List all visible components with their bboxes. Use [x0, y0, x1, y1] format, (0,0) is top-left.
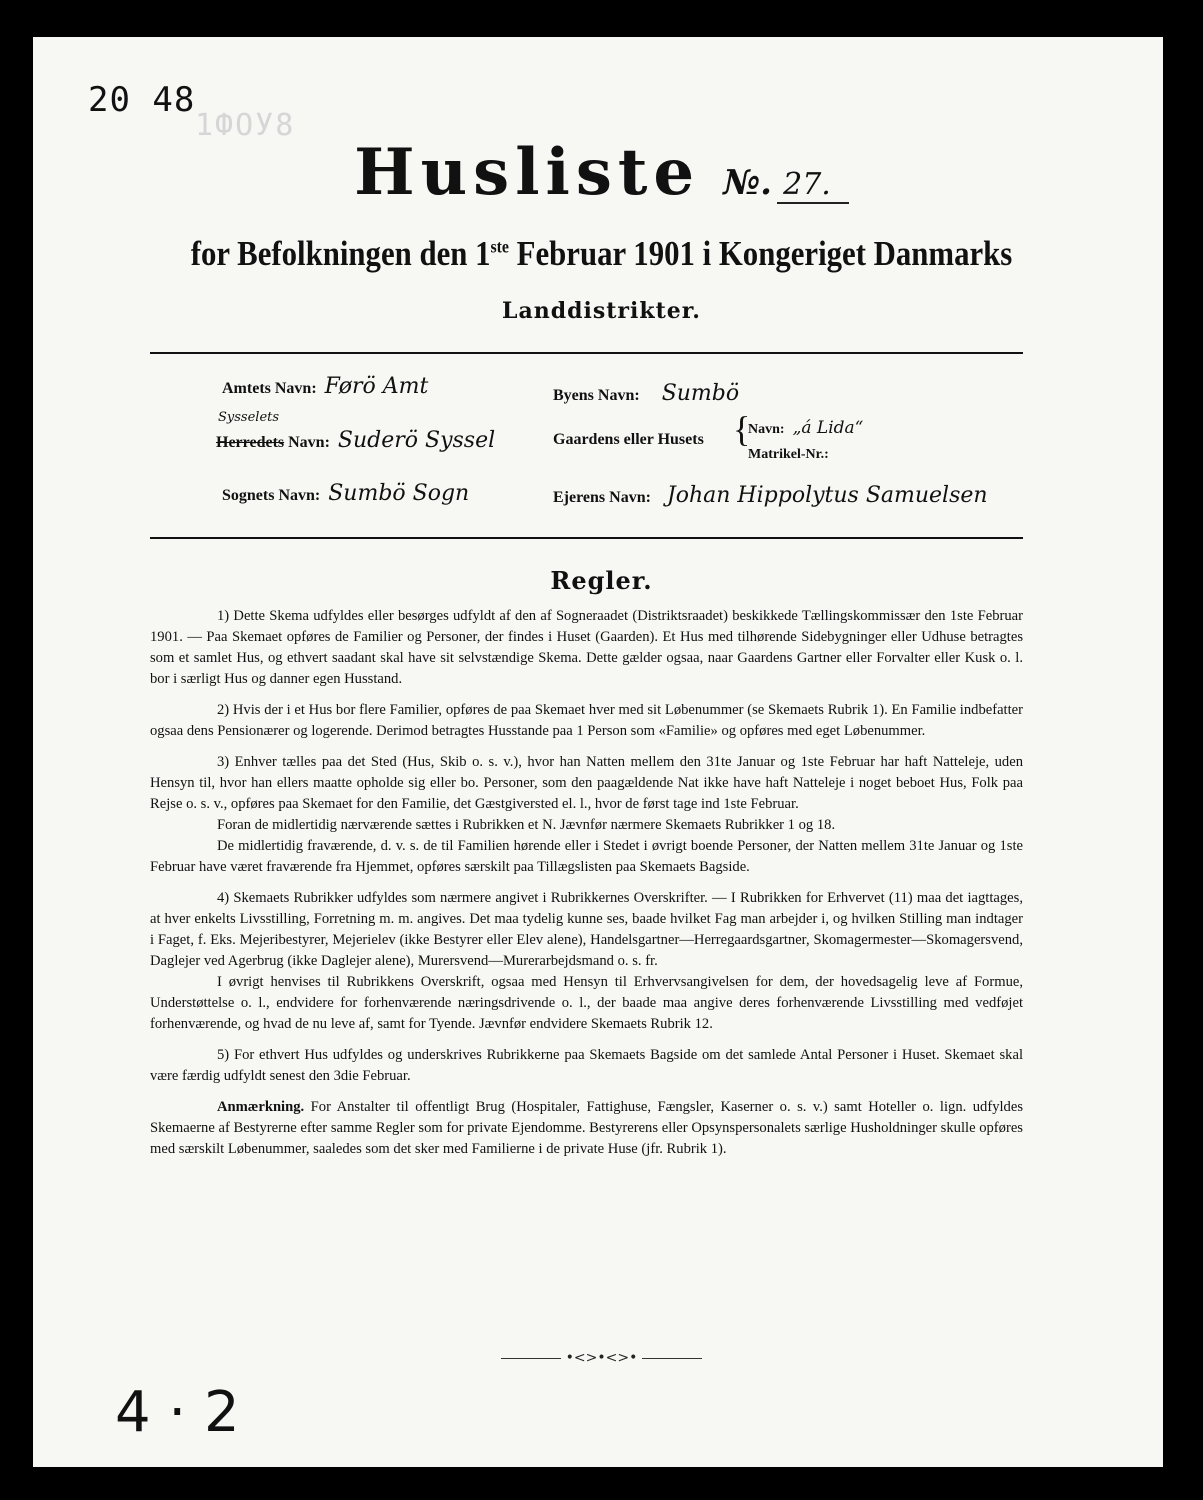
- annotation-text: For Anstalter til offentligt Brug (Hospitaler, Fattighuse, Fængsler, Kaserner o. s. v.) samt Hoteller o. lign. udfyldes Skemaerne af Bestyrerne efter samme Regler som for private Ejendomme. Bestyrerens eller Opsynspersonalets særlige Husholdninger skulle opføres med særskilt Løbenummer, saaledes som det sker med Familierne i de private Huse (jfr. Rubrik 1).: [150, 1099, 1023, 1157]
- subtitle-pre: for Befolkningen den 1: [190, 234, 491, 273]
- sogn-label: Sognets Navn:: [222, 487, 321, 504]
- ejer-value: Johan Hippolytus Samuelsen: [666, 483, 988, 508]
- by-label: Byens Navn:: [553, 387, 640, 404]
- sogn-value: Sumbö Sogn: [328, 481, 470, 506]
- rule-3: 3) Enhver tælles paa det Sted (Hus, Skib o. s. v.), hvor han Natten mellem den 31te Januar og 1ste Februar har haft Natteleje, uden Hensyn til, hvor han ellers maatte opholde sig eller bo. Personer, som den paagældende Nat ikke have haft Natteleje i noget beboet Hus, Folk paa Rejse o. s. v., opføres paa Skemaet for den Familie, det Gæstgiversted el. l., hvor de først tage ind 1ste Februar.: [150, 754, 1023, 812]
- rule-2: 2) Hvis der i et Hus bor flere Familier, opføres de paa Skemaet hver med sit Løbenummer (se Skemaets Rubrik 1). En Familie indbefatter ogsaa dens Pensionærer og logerende. Derimod betragtes Husstande paa 1 Person som «Familie» og opføres med eget Løbenummer.: [150, 702, 1023, 739]
- herred-value: Suderö Syssel: [337, 428, 496, 453]
- gaard-label: Gaardens eller Husets: [553, 431, 704, 448]
- gaard-navn-value: „á Lida“: [792, 418, 864, 438]
- bottom-rule: [150, 537, 1023, 539]
- house-list-number: 27.: [777, 167, 849, 204]
- form-subtitle: [72, 234, 1131, 274]
- annotation: [150, 1097, 1023, 1160]
- rule-4b: I øvrigt henvises til Rubrikkens Overskrift, ogsaa med Hensyn til Erhvervsangivelsen for dem, der hovedsagelig leve af Formue, Understøttelse o. l., endvidere for forhenværende næringsdrivende o. l., der baade maa angive deres forhenværende Livsstilling med vedføjet forhenværende, og hvad de nu leve af, samt for Tyende. Jævnfør endvidere Skemaets Rubrik 12.: [150, 974, 1023, 1032]
- ornament-divider: [0, 1350, 1203, 1366]
- rule-5: 5) For ethvert Hus udfyldes og underskrives Rubrikkerne paa Skemaets Bagside om det samlede Antal Personer i Huset. Skemaet skal være færdig udfyldt senest den 3die Februar.: [150, 1047, 1023, 1084]
- ornament-glyphs: •<>•<>•: [565, 1350, 638, 1366]
- rules-heading: Regler.: [550, 566, 653, 595]
- annotation-label: Anmærkning.: [217, 1099, 305, 1115]
- sogn-field: [222, 481, 469, 506]
- amt-label: Amtets Navn:: [222, 380, 317, 397]
- rule-3c: De midlertidig fraværende, d. v. s. de til Familien hørende eller i Stedet i øvrigt boende Personer, der Natten mellem 31te Januar og 1ste Februar have været fraværende fra Hjemmet, opføres særskilt paa Tillægslisten paa Skemaets Bagside.: [150, 838, 1023, 875]
- rule-3b: Foran de midlertidig nærværende sættes i Rubrikken et N. Jævnfør nærmere Skemaets Rubrikker 1 og 18.: [217, 817, 836, 833]
- matrikel-label: Matrikel-Nr.:: [748, 447, 829, 462]
- gaard-navn-label: Navn:: [748, 422, 785, 437]
- herred-label: Navn:: [288, 434, 330, 451]
- rule-4: 4) Skemaets Rubrikker udfyldes som nærmere angivet i Rubrikkernes Overskrifter. — I Rubrikken for Erhvervet (11) maa det iagttages, at hver enkelts Livsstilling, Forretning m. m. angives. Det maa tydelig kunne ses, baade hvilket Fag man arbejder i, og hvilken Stilling man indtager i Faget, f. Eks. Mejeribestyrer, Mejerielev (ikke Bestyrer eller Elev alene), Handelsgartner—Herregaardsgartner, Skomagermester—Skomagersvend, Daglejer ved Agerbrug (ikke Daglejer alene), Murersvend—Murerarbejdsmand o. s. fr.: [150, 890, 1023, 969]
- top-rule: [150, 352, 1023, 354]
- amt-field: [222, 374, 428, 399]
- brace: {: [733, 409, 751, 449]
- title-word: Husliste: [354, 135, 701, 210]
- archive-stamp-number: 20 48: [88, 80, 196, 120]
- ejer-field: [553, 483, 988, 508]
- herred-label-struck: Herredets: [216, 434, 285, 451]
- rule-1: 1) Dette Skema udfyldes eller besørges udfyldt af den af Sogneraadet (Distriktsraadet) beskikkede Tællingskommissær den 1ste Februar 1901. — Paa Skemaet opføres de Familier og Personer, der findes i Huset (Gaarden). Et Hus med tilhørende Sidebygninger eller Udhuse betragtes som et samlet Hus, og ethvert saadant skal have sit selvstændige Skema. Dette gælder ogsaa, naar Gaardens Gartner eller Forvalter eller Kusk o. l. bor i særligt Hus og danner egen Husstand.: [150, 608, 1023, 687]
- pencil-note: 4 · 2: [115, 1380, 240, 1445]
- district-heading: Landdistrikter.: [502, 298, 701, 324]
- number-label: №.: [723, 163, 773, 203]
- by-field: [553, 381, 739, 406]
- subtitle-sup: ste: [490, 236, 509, 257]
- faint-stamp-number: 1ФОУ8: [195, 108, 296, 143]
- herred-correction: Sysselets: [218, 410, 280, 425]
- subtitle-post: Februar 1901 i Kongeriget Danmarks: [508, 234, 1013, 273]
- form-title: [0, 135, 1203, 210]
- ejer-label: Ejerens Navn:: [553, 489, 651, 506]
- gaard-navn-field: [748, 418, 863, 438]
- rules-body: [150, 606, 1023, 1170]
- amt-value: Førö Amt: [324, 374, 429, 399]
- herred-field: [216, 428, 495, 453]
- by-value: Sumbö: [661, 381, 740, 406]
